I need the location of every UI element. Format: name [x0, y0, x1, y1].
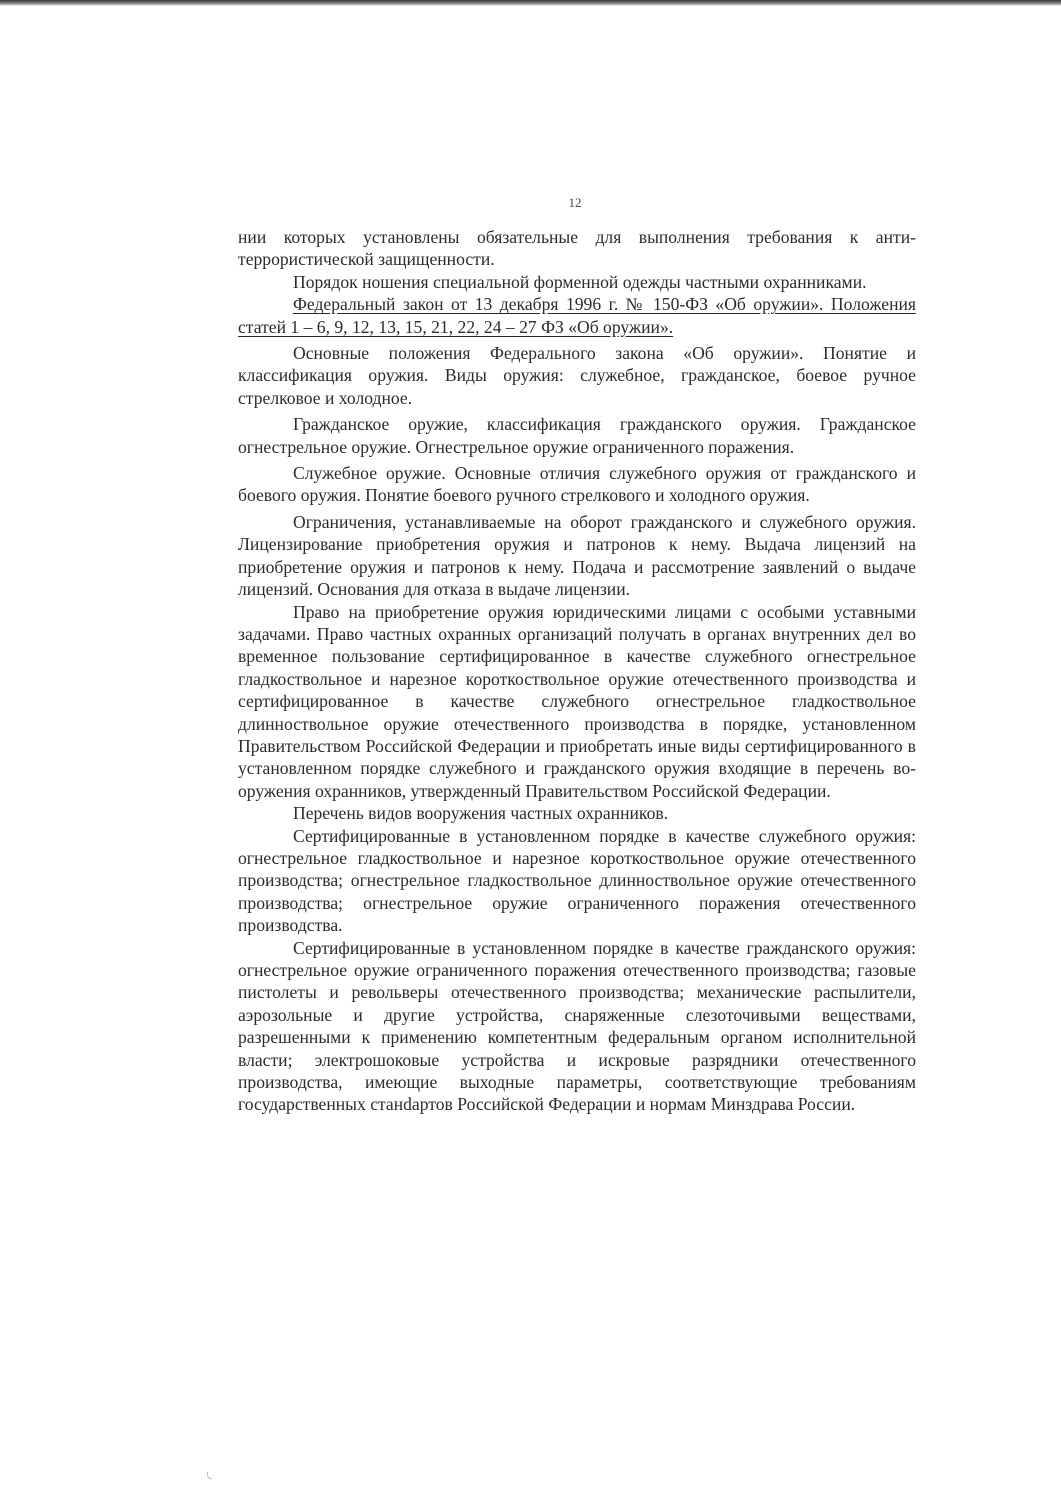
paragraph-service-weapons: Служебное оружие. Основные отличия служебного оружия от гражданского и боевого оружия. Понятие боевого ручного стрелкового и холодного оружия. [238, 463, 916, 506]
paragraph-legal-entities-rights: Право на приобретение оружия юридическими лицами с особыми уставными задачами. Право частных охранных организаций получать в органах внутренних дел во временное пользование сертифицированное в качестве служебного огнестрельное гладкоствольное и нарезное короткоствольное оружие отечественного производства и сертифицированное в качестве служебного огнестрельное гладкоствольное длинноствольное оружие отечественного производства в порядке, установленном Правительством Российской Федерации и приобретать иные виды сертифицированного в установленном порядке служебного и гражданского оружия входящие в перечень вооружения охранников, утвержденный Правительством Российской Федерации. [238, 601, 916, 801]
paragraph-civilian-weapons: Гражданское оружие, классификация гражданского оружия. Гражданское огнестрельное оружие. Огнестрельное оружие ограниченного поражения. [238, 414, 916, 457]
paragraph-uniform-order: Порядок ношения специальной форменной одежды частными охранниками. [293, 271, 867, 292]
scan-speck [207, 1472, 212, 1479]
paragraph-certified-service-weapons: Сертифицированные в установленном порядке в качестве служебного оружия: огнестрельное гладкоствольное и нарезное короткоствольное оружие отечественного производства; огнестрельное гладкоствольное длинноствольное оружие отечественного производства; огнестрельное оружие ограниченного поражения отечественного производства. [238, 825, 916, 936]
paragraph-certified-civilian-weapons: Сертифицированные в установленном порядке в качестве гражданского оружия: огнестрельное оружие ограниченного поражения отечественного производства; газовые пистолеты и револьверы отечественного производства; механические распылители, аэрозольные и другие устройства, снаряженные слезоточивыми веществами, разрешенными к применению компетентным федеральным органом исполнительной власти; электрошоковые устройства и искровые разрядники отечественного производства, имеющие выходные параметры, соответствующие требованиям государственных станdартов Российской Федерации и нормам Минздрава России. [238, 937, 916, 1115]
paragraph-restrictions-licensing: Ограничения, устанавливаемые на оборот гражданского и служебного оружия. Лицензирование приобретения оружия и патронов к нему. Выдача лицензий на приобретение оружия и патронов к нему. Подача и рассмотрение заявлений о выдаче лицензий. Основания для отказа в выдаче лицензии. [238, 511, 916, 600]
page-number: 12 [568, 195, 582, 210]
document-body [238, 226, 916, 1116]
scan-top-edge [0, 0, 1061, 6]
paragraph-weapons-law-basics: Основные положения Федерального закона «Об оружии». Понятие и классификация оружия. Виды оружия: служебное, гражданское, боевое ручное стрелковое и холодное. [238, 343, 916, 408]
paragraph-federal-law-reference: Федеральный закон от 13 декабря 1996 г. № 150-ФЗ «Об оружии». Положения статей 1 – 6, 9, 12, 13, 15, 21, 22, 24 – 27 ФЗ «Об оружии». [238, 294, 916, 337]
paragraph-armament-list-heading: Перечень видов вооружения частных охранников. [293, 803, 669, 824]
paragraph-antiterror-continuation: нии которых установлены обязательные для выполнения требования к антитеррористической защищенности. [238, 227, 916, 270]
